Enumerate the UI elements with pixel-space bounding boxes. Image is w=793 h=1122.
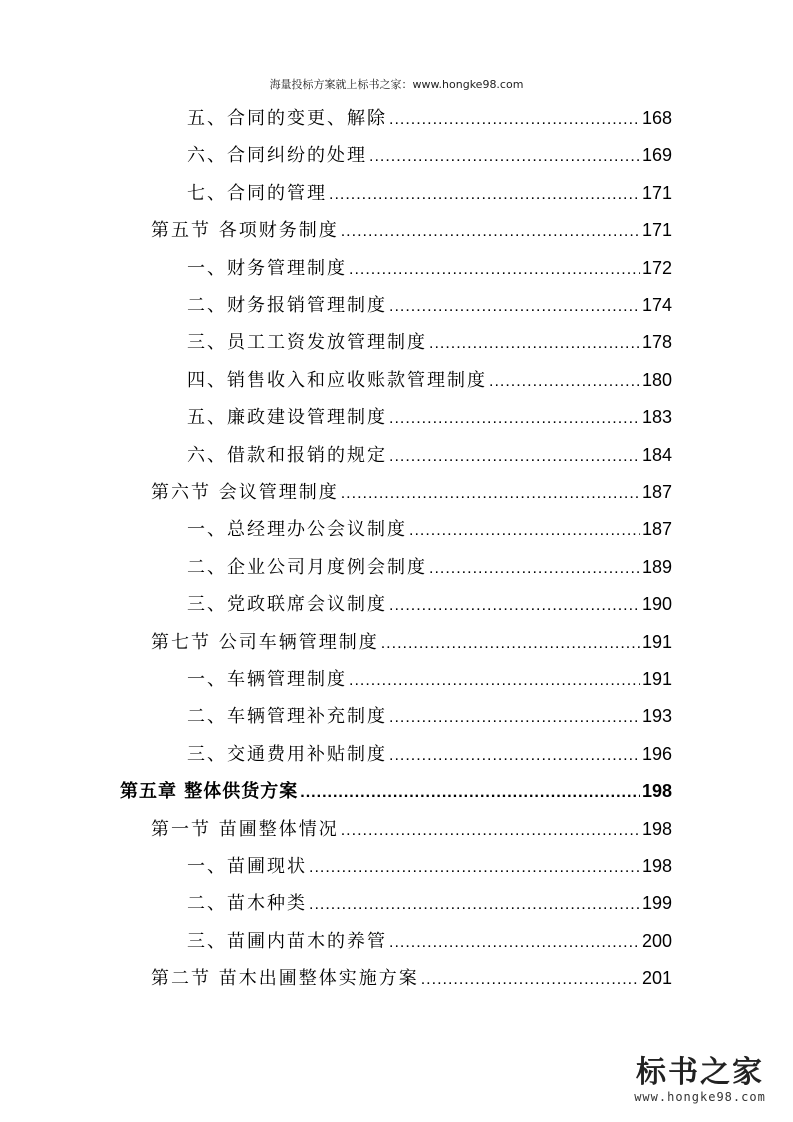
toc-leader-dots	[309, 850, 640, 886]
toc-entry-page: 178	[641, 332, 672, 353]
toc-entry[interactable]	[187, 511, 672, 547]
toc-entry-page: 193	[641, 706, 672, 727]
toc-leader-dots	[309, 887, 640, 923]
toc-entry-label: 第五节 各项财务制度	[151, 220, 339, 242]
toc-leader-dots	[329, 177, 640, 213]
toc-entry-page: 198	[641, 818, 672, 839]
toc-leader-dots	[409, 513, 640, 549]
page-header: 海量投标方案就上标书之家：www.hongke98.com	[269, 78, 524, 91]
toc-entry[interactable]	[187, 362, 672, 398]
toc-leader-dots	[369, 139, 640, 175]
toc-entry-label: 七、合同的管理	[187, 182, 327, 204]
toc-leader-dots	[389, 289, 640, 325]
toc-entry-page: 201	[641, 968, 672, 989]
toc-entry[interactable]	[187, 175, 672, 211]
toc-entry-page: 191	[641, 669, 672, 689]
toc-entry-label: 三、党政联席会议制度	[187, 594, 387, 616]
toc-leader-dots	[429, 551, 640, 587]
toc-leader-dots	[349, 252, 640, 288]
toc-leader-dots	[389, 925, 640, 961]
toc-entry[interactable]	[151, 624, 672, 660]
toc-leader-dots	[421, 962, 640, 998]
toc-entry-label: 一、车辆管理制度	[187, 669, 347, 690]
toc-entry-label: 一、财务管理制度	[187, 257, 347, 279]
toc-leader-dots	[381, 626, 640, 662]
toc-leader-dots	[389, 401, 640, 437]
toc-entry-page: 189	[641, 556, 672, 577]
toc-leader-dots	[389, 738, 640, 774]
toc-entry-page: 199	[641, 893, 672, 914]
toc-leader-dots	[389, 588, 640, 624]
toc-entry-label: 六、合同纠纷的处理	[187, 145, 367, 167]
toc-entry-page: 191	[641, 631, 672, 652]
toc-entry[interactable]	[187, 100, 672, 136]
toc-entry-page: 200	[641, 930, 672, 951]
toc-entry[interactable]	[187, 399, 672, 435]
toc-entry-label: 第二节 苗木出圃整体实施方案	[151, 968, 419, 990]
toc-entry[interactable]	[120, 773, 672, 809]
toc-entry-label: 第一节 苗圃整体情况	[151, 818, 339, 840]
toc-entry-label: 四、销售收入和应收账款管理制度	[187, 369, 487, 391]
toc-entry-label: 第五章 整体供货方案	[120, 781, 299, 803]
toc-leader-dots	[389, 102, 640, 138]
toc-entry-page: 172	[641, 257, 672, 278]
toc-entry[interactable]	[187, 549, 672, 585]
toc-leader-dots	[389, 439, 640, 475]
toc-leader-dots	[341, 476, 640, 512]
toc-entry-page: 180	[641, 369, 672, 390]
toc-entry[interactable]	[187, 586, 672, 622]
toc-entry[interactable]	[151, 474, 672, 510]
toc-entry-label: 二、财务报销管理制度	[187, 295, 387, 316]
toc-entry-page: 171	[641, 220, 672, 241]
toc-leader-dots	[489, 364, 640, 400]
watermark-logo	[625, 1056, 775, 1104]
logo-url: www.hongke98.com	[634, 1090, 766, 1104]
toc-entry-page: 196	[641, 743, 672, 764]
logo-text: 标书之家	[636, 1055, 764, 1090]
toc-entry-label: 二、企业公司月度例会制度	[187, 556, 427, 578]
toc-entry[interactable]	[187, 885, 672, 921]
toc-entry[interactable]	[187, 287, 672, 323]
toc-entry[interactable]	[187, 736, 672, 772]
toc-entry-page: 198	[641, 856, 672, 876]
toc-entry-label: 二、车辆管理补充制度	[187, 706, 387, 728]
toc-entry[interactable]	[151, 811, 672, 847]
toc-entry-label: 三、苗圃内苗木的养管	[187, 930, 387, 952]
toc-leader-dots	[389, 700, 640, 736]
toc-entry-page: 168	[641, 108, 672, 128]
toc-entry[interactable]	[187, 250, 672, 286]
toc-entry-page: 169	[641, 145, 672, 166]
toc-leader-dots	[341, 214, 640, 250]
toc-entry-label: 六、借款和报销的规定	[187, 444, 387, 466]
toc-entry[interactable]	[187, 661, 672, 697]
toc-entry-page: 187	[641, 482, 672, 502]
toc-entry-page: 174	[641, 295, 672, 315]
toc-entry-label: 五、廉政建设管理制度	[187, 407, 387, 429]
toc-entry[interactable]	[187, 324, 672, 360]
toc-entry-label: 三、交通费用补贴制度	[187, 743, 387, 765]
toc-entry-page: 187	[641, 519, 672, 540]
toc-entry-page: 184	[641, 444, 672, 465]
toc-entry-page: 171	[641, 182, 672, 203]
toc-entry-label: 一、苗圃现状	[187, 856, 307, 877]
toc-entry[interactable]	[187, 923, 672, 959]
toc-entry-page: 190	[641, 594, 672, 615]
toc-entry-label: 第六节 会议管理制度	[151, 482, 339, 503]
toc-leader-dots	[429, 326, 640, 362]
toc-entry[interactable]	[187, 137, 672, 173]
toc-leader-dots	[300, 775, 640, 811]
toc-entry-page: 198	[641, 781, 672, 802]
toc-entry[interactable]	[151, 960, 672, 996]
toc-entry[interactable]	[151, 212, 672, 248]
toc-entry-label: 二、苗木种类	[187, 893, 307, 915]
toc-leader-dots	[341, 813, 640, 849]
toc-entry[interactable]	[187, 437, 672, 473]
toc-entry-label: 第七节 公司车辆管理制度	[151, 631, 379, 653]
toc-entry[interactable]	[187, 698, 672, 734]
toc-entry-label: 一、总经理办公会议制度	[187, 519, 407, 541]
toc-entry[interactable]	[187, 848, 672, 884]
toc-entry-label: 三、员工工资发放管理制度	[187, 332, 427, 354]
toc-entry-label: 五、合同的变更、解除	[187, 108, 387, 129]
toc-leader-dots	[349, 663, 640, 699]
toc-entry-page: 183	[641, 407, 672, 428]
